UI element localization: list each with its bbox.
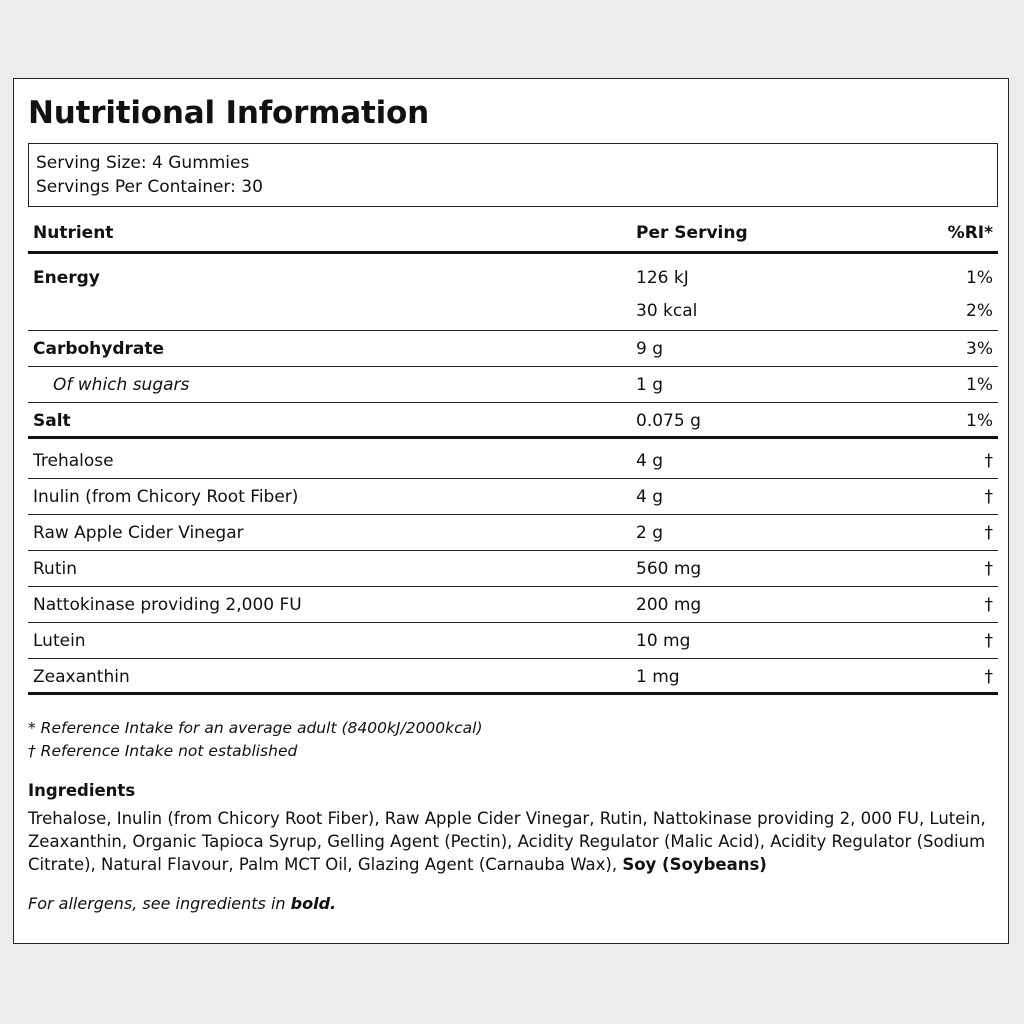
- table-row: [28, 587, 998, 623]
- nutrient-value: 126 kJ: [636, 268, 689, 288]
- table-row-carbohydrate: [28, 331, 998, 367]
- nutrition-table: [28, 218, 998, 695]
- table-row-salt: [28, 403, 998, 439]
- header-ri: %RI*: [947, 223, 993, 243]
- ingredients-text: Trehalose, Inulin (from Chicory Root Fiber), Raw Apple Cider Vinegar, Rutin, Nattokinase providing 2, 000 FU, Lutein, Zeaxanthin, Organic Tapioca Syrup, Gelling Agent (Pectin), Acidity Regulator (Malic Acid), Acidity Regulator (Sodium Citrate), Natural Flavour, Palm MCT Oil, Glazing Agent (Carnauba Wax),: [28, 809, 986, 874]
- nutrient-value: 0.075 g: [636, 411, 701, 431]
- nutrient-ri: †: [984, 487, 993, 507]
- nutrient-ri: †: [984, 631, 993, 651]
- nutrient-ri: 2%: [966, 301, 993, 321]
- table-row: [28, 515, 998, 551]
- nutrient-value: 10 mg: [636, 631, 691, 651]
- nutrient-ri: †: [984, 559, 993, 579]
- nutrient-value: 4 g: [636, 451, 664, 471]
- nutrient-name: Zeaxanthin: [33, 667, 130, 687]
- nutrient-name: Lutein: [33, 631, 86, 651]
- nutrient-ri: †: [984, 667, 993, 687]
- allergen-note: [28, 894, 336, 913]
- nutrient-name: Energy: [33, 268, 100, 288]
- allergen-note-bold: bold.: [290, 894, 337, 913]
- nutrient-name: Raw Apple Cider Vinegar: [33, 523, 244, 543]
- table-header: [28, 218, 998, 254]
- footnotes: [28, 717, 483, 763]
- table-row: [28, 479, 998, 515]
- table-row: [28, 443, 998, 479]
- nutrient-ri: 1%: [966, 375, 993, 395]
- allergen-ingredient: Soy (Soybeans): [622, 855, 767, 874]
- ingredients-list: [28, 807, 998, 876]
- nutrient-value: 200 mg: [636, 595, 702, 615]
- table-row-energy-kj: [28, 257, 998, 293]
- dagger-footnote: † Reference Intake not established: [28, 742, 298, 760]
- header-per-serving: Per Serving: [636, 223, 748, 243]
- nutrient-ri: 1%: [966, 268, 993, 288]
- nutrient-name: Nattokinase providing 2,000 FU: [33, 595, 302, 615]
- nutrient-name: Salt: [33, 411, 71, 431]
- nutrition-label: [13, 78, 1009, 944]
- ri-footnote: * Reference Intake for an average adult (8400kJ/2000kcal): [28, 719, 483, 737]
- nutrient-name: Inulin (from Chicory Root Fiber): [33, 487, 299, 507]
- nutrient-ri: †: [984, 595, 993, 615]
- nutrient-ri: †: [984, 523, 993, 543]
- nutrient-name: Carbohydrate: [33, 339, 165, 359]
- table-row: [28, 551, 998, 587]
- header-nutrient: Nutrient: [33, 223, 114, 243]
- table-row: [28, 623, 998, 659]
- nutrient-name: Rutin: [33, 559, 77, 579]
- nutrient-value: 560 mg: [636, 559, 702, 579]
- nutrient-value: 4 g: [636, 487, 664, 507]
- nutrient-value: 9 g: [636, 339, 664, 359]
- page-title: Nutritional Information: [28, 95, 430, 131]
- nutrient-ri: 1%: [966, 411, 993, 431]
- ingredients-heading: Ingredients: [28, 781, 136, 800]
- nutrient-value: 1 g: [636, 375, 664, 395]
- serving-info-box: [28, 143, 998, 207]
- table-row-energy-kcal: [28, 293, 998, 331]
- table-row: [28, 659, 998, 695]
- nutrient-value: 1 mg: [636, 667, 680, 687]
- nutrient-ri: †: [984, 451, 993, 471]
- table-row-sugars: [28, 367, 998, 403]
- nutrient-value: 30 kcal: [636, 301, 698, 321]
- nutrient-value: 2 g: [636, 523, 664, 543]
- allergen-note-text: For allergens, see ingredients in: [28, 894, 286, 913]
- nutrient-ri: 3%: [966, 339, 993, 359]
- nutrient-name: Of which sugars: [53, 375, 190, 395]
- servings-per-container: Servings Per Container: 30: [36, 177, 263, 197]
- nutrient-name: Trehalose: [33, 451, 114, 471]
- serving-size: Serving Size: 4 Gummies: [36, 153, 250, 173]
